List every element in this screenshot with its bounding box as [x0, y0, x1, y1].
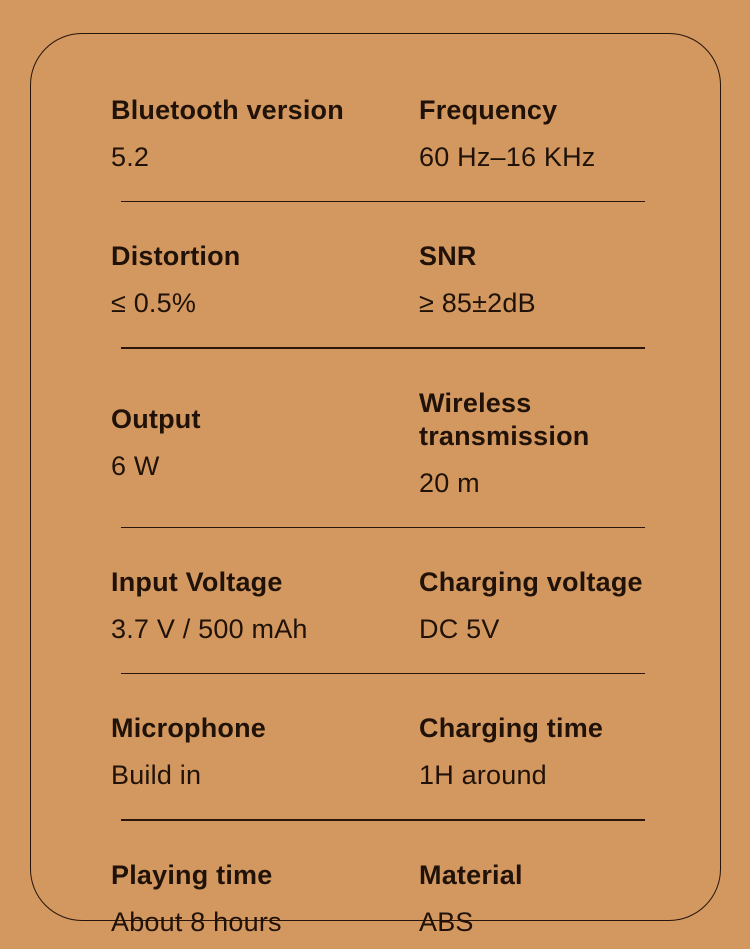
- spec-row: [111, 674, 682, 792]
- spec-value: ≤ 0.5%: [111, 288, 197, 319]
- spec-label: Distortion: [111, 241, 241, 272]
- spec-label: SNR: [419, 241, 477, 272]
- spec-label: Charging time: [419, 713, 604, 744]
- spec-card: [30, 33, 721, 937]
- spec-row: [111, 821, 682, 939]
- spec-cell: [419, 387, 682, 500]
- spec-cell: [111, 94, 419, 174]
- spec-value: About 8 hours: [111, 906, 282, 937]
- spec-value: 3.7 V / 500 mAh: [111, 614, 308, 644]
- spec-label: Input Voltage: [111, 567, 283, 598]
- spec-label: Material: [419, 859, 523, 890]
- spec-label: Playing time: [111, 859, 273, 890]
- spec-value: 1H around: [419, 760, 547, 791]
- spec-value: ≥ 85±2dB: [419, 288, 536, 319]
- spec-cell: [111, 240, 419, 320]
- spec-row: [111, 202, 682, 320]
- spec-label: Frequency: [419, 95, 558, 125]
- spec-label: Output: [111, 404, 201, 435]
- spec-row: [111, 528, 682, 646]
- spec-value: DC 5V: [419, 614, 500, 644]
- spec-cell: [419, 712, 682, 792]
- spec-label: Wireless transmission: [419, 387, 590, 451]
- spec-cell: [419, 94, 682, 174]
- spec-value: Build in: [111, 760, 202, 791]
- spec-value: 20 m: [419, 467, 480, 498]
- spec-label: Microphone: [111, 713, 266, 744]
- spec-cell: [419, 566, 682, 646]
- spec-label: Charging voltage: [419, 567, 643, 598]
- spec-value: 5.2: [111, 141, 150, 172]
- spec-cell: [111, 566, 419, 646]
- spec-value: 6 W: [111, 451, 160, 482]
- spec-cell: [111, 403, 419, 483]
- spec-value: ABS: [419, 906, 474, 937]
- spec-row: [111, 349, 682, 500]
- spec-row: [111, 56, 682, 174]
- spec-cell: [111, 712, 419, 792]
- spec-cell: [419, 240, 682, 320]
- spec-value: 60 Hz–16 KHz: [419, 141, 596, 172]
- spec-cell: [419, 859, 682, 939]
- spec-label: Bluetooth version: [111, 95, 344, 125]
- spec-cell: [111, 859, 419, 939]
